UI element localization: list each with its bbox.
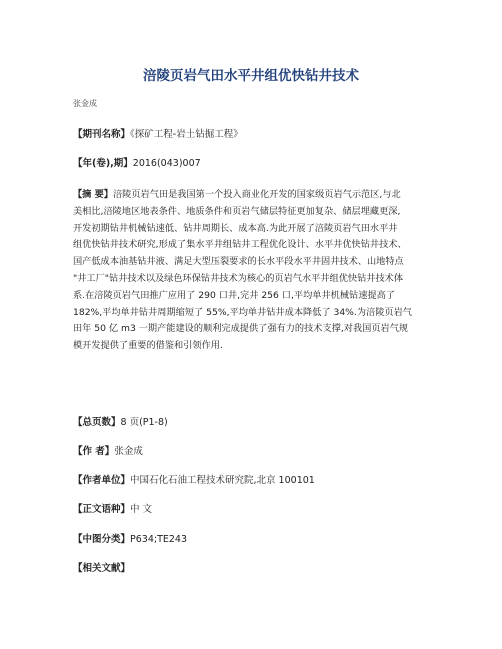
classification-field	[73, 531, 187, 545]
related-label: 【相关文献】	[73, 563, 131, 574]
journal-field	[73, 126, 243, 140]
authors-field	[73, 443, 143, 457]
abstract-label: 【摘 要】	[73, 189, 113, 200]
journal-value: 《探矿工程-岩土钻掘工程》	[130, 129, 243, 140]
classification-value: P634;TE243	[130, 534, 188, 545]
abstract-line-8: 182%,平均单井钻井周期缩短了 55%,平均单井钻井成本降低了 34%.为涪陵页岩气	[73, 306, 412, 318]
pages-label: 【总页数】	[73, 417, 121, 428]
abstract-line-2: 美相比,涪陵地区地表条件、地质条件和页岩气储层特征更加复杂、储层埋藏更深,	[73, 205, 401, 217]
abstract-line-3: 开发初期钻井机械钻速低、钻井周期长、成本高.为此开展了涪陵页岩气田水平井	[73, 222, 398, 234]
affiliation-field	[73, 472, 315, 486]
pages-field	[73, 414, 168, 428]
abstract-block	[73, 187, 433, 355]
authors-label: 【作 者】	[73, 446, 115, 457]
related-field	[73, 560, 130, 574]
authors-value: 张金成	[114, 446, 143, 457]
affiliation-label: 【作者单位】	[73, 475, 131, 486]
abstract-line-9: 田年 50 亿 m3 一期产能建设的顺利完成提供了强有力的技术支撑,对我国页岩气规	[73, 323, 409, 335]
abstract-line-6: "井工厂"钻井技术以及绿色环保钻井技术为核心的页岩气水平井组优快钻井技术体	[73, 272, 404, 284]
language-field	[73, 501, 152, 515]
paper-title: 涪陵页岩气田水平井组优快钻井技术	[143, 68, 359, 84]
abstract-line-10: 模开发提供了重要的借鉴和引领作用.	[73, 340, 223, 352]
year-issue-value: 2016(043)007	[132, 158, 201, 169]
abstract-line-4: 组优快钻井技术研究,形成了集水平井组钻井工程优化设计、水平井优快钻井技术、	[73, 239, 407, 251]
language-label: 【正文语种】	[73, 504, 131, 515]
abstract-line-7: 系.在涪陵页岩气田推广应用了 290 口井,完井 256 口,平均单井机械钻速提高了	[73, 289, 395, 301]
year-issue-label: 【年(卷),期】	[73, 158, 133, 169]
pages-value: 8 页(P1-8)	[120, 417, 168, 428]
language-value: 中 文	[130, 504, 153, 515]
abstract-line-5: 国产低成本油基钻井液、满足大型压裂要求的长水平段水平井固井技术、山地特点	[73, 256, 404, 268]
year-issue-field	[73, 155, 201, 169]
journal-label: 【期刊名称】	[73, 129, 131, 140]
classification-label: 【中图分类】	[73, 534, 131, 545]
affiliation-value: 中国石化石油工程技术研究院,北京 100101	[130, 475, 315, 486]
author-line: 张金成	[73, 99, 97, 108]
abstract-line-1: 涪陵页岩气田是我国第一个投入商业化开发的国家级页岩气示范区,与北	[112, 189, 401, 200]
